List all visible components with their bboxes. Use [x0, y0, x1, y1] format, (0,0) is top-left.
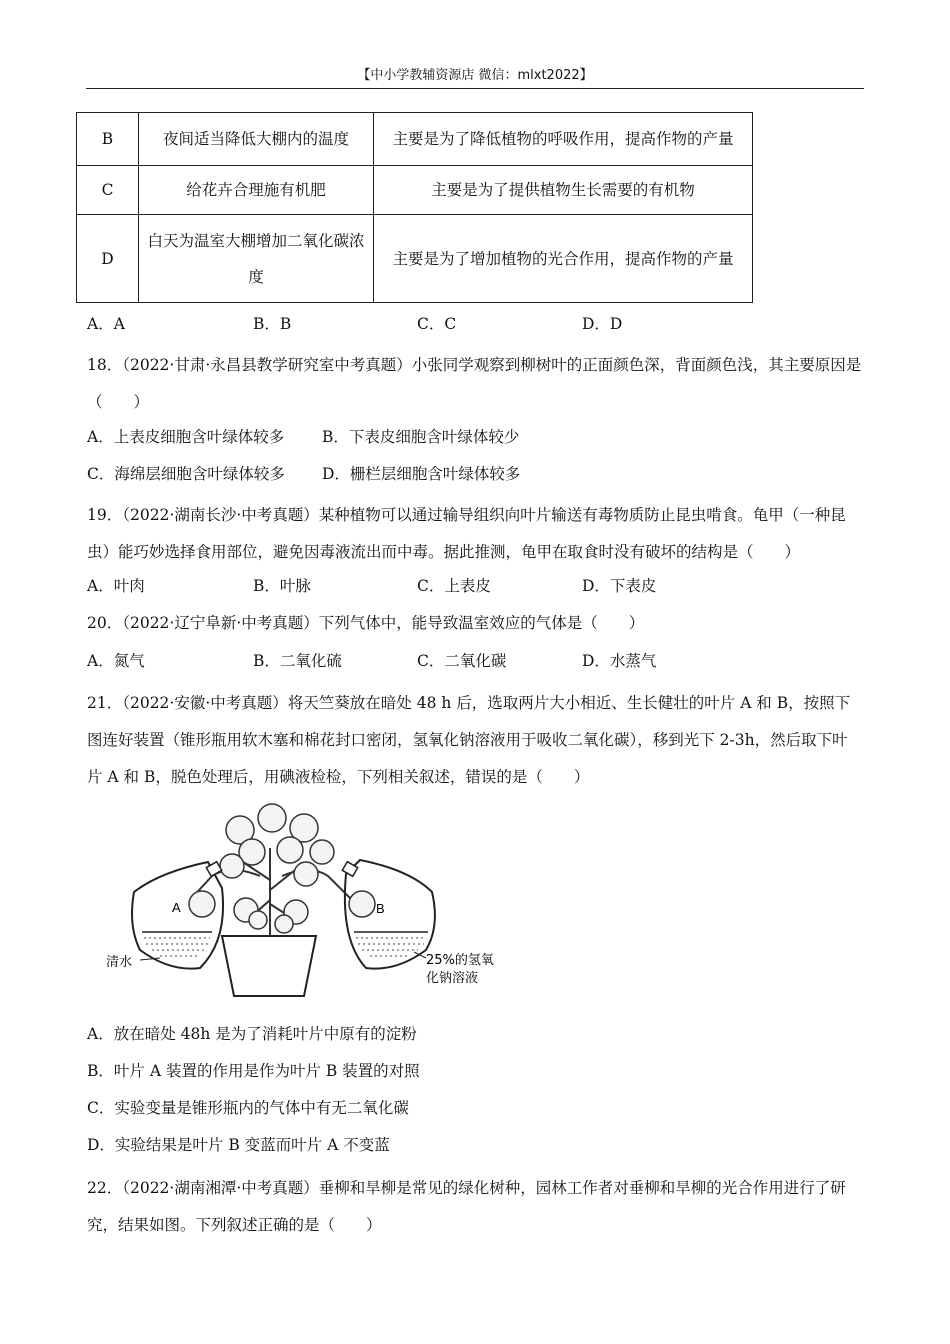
q20-choice-a: A．氮气 — [87, 652, 145, 670]
experiment-figure — [100, 800, 520, 1000]
purpose-cell: 主要是为了降低植物的呼吸作用，提高作物的产量 — [374, 113, 753, 166]
measure-cell: 白天为温室大棚增加二氧化碳浓度 — [139, 215, 374, 303]
option-cell: D — [77, 215, 139, 303]
label-water: 清水 — [106, 955, 133, 970]
label-a: A — [172, 900, 181, 915]
option-cell: B — [77, 113, 139, 166]
q19-choice-b: B．叶脉 — [253, 577, 311, 595]
q17-choice-a: A．A — [87, 315, 125, 333]
q19-choice-d: D．下表皮 — [582, 577, 657, 595]
option-cell: C — [77, 166, 139, 215]
plant-leaves — [220, 804, 334, 933]
measure-cell: 给花卉合理施有机肥 — [139, 166, 374, 215]
table-row — [77, 166, 753, 215]
header-rule — [86, 88, 864, 89]
q18-choice-a: A．上表皮细胞含叶绿体较多 — [87, 428, 285, 446]
q17-choice-c: C．C — [417, 315, 457, 333]
q22-stem: 22．（2022·湖南湘潭·中考真题）垂柳和旱柳是常见的绿化树种，园林工作者对垂柳和旱柳的光合作用进行了研究，结果如图。下列叙述正确的是（ ） — [87, 1179, 846, 1234]
leaf-b — [349, 891, 375, 917]
q20-stem: 20．（2022·辽宁阜新·中考真题）下列气体中，能导致温室效应的气体是（ ） — [87, 614, 645, 632]
label-b: B — [376, 901, 385, 916]
purpose-cell: 主要是为了增加植物的光合作用，提高作物的产量 — [374, 215, 753, 303]
page-header: 【中小学教辅资源店 微信：mlxt2022】 — [357, 68, 593, 83]
purpose-cell: 主要是为了提供植物生长需要的有机物 — [374, 166, 753, 215]
flower-pot — [222, 936, 316, 996]
table-row — [77, 215, 753, 303]
leaf-a — [189, 891, 215, 917]
label-naoh-1: 25%的氢氧 — [426, 953, 494, 968]
q20-choice-c: C．二氧化碳 — [417, 652, 507, 670]
label-naoh-2: 化钠溶液 — [426, 971, 479, 986]
q18-choice-c: C．海绵层细胞含叶绿体较多 — [87, 465, 285, 483]
q17-choice-b: B．B — [253, 315, 292, 333]
q20-choice-d: D．水蒸气 — [582, 652, 657, 670]
q18-choice-d: D．栅栏层细胞含叶绿体较多 — [322, 465, 521, 483]
q21-choice-b: B．叶片 A 装置的作用是作为叶片 B 装置的对照 — [87, 1062, 420, 1080]
q19-choice-a: A．叶肉 — [87, 577, 145, 595]
q17-choice-d: D．D — [582, 315, 623, 333]
q21-choice-d: D．实验结果是叶片 B 变蓝而叶片 A 不变蓝 — [87, 1136, 390, 1154]
q21-stem: 21．（2022·安徽·中考真题）将天竺葵放在暗处 48 h 后，选取两片大小相近、生长健壮的叶片 A 和 B，按照下图连好装置（锥形瓶用软木塞和棉花封口密闭，氢氧化钠溶液用于吸收二氧化碳），移到光下 2-3h，然后取下叶片 A 和 B，脱色处理后，用碘液检检，下列相关叙述，错误的是（ ） — [87, 694, 851, 786]
q20-choice-b: B．二氧化硫 — [253, 652, 342, 670]
q19-stem: 19．（2022·湖南长沙·中考真题）某种植物可以通过输导组织向叶片输送有毒物质防止昆虫啃食。龟甲（一种昆虫）能巧妙选择食用部位，避免因毒液流出而中毒。据此推测，龟甲在取食时没有破坏的结构是（ ） — [87, 506, 846, 561]
q18-stem: 18．（2022·甘肃·永昌县教学研究室中考真题）小张同学观察到柳树叶的正面颜色深，背面颜色浅，其主要原因是（ ） — [87, 356, 862, 411]
options-table — [76, 112, 753, 303]
q18-choice-b: B．下表皮细胞含叶绿体较少 — [322, 428, 520, 446]
q21-choice-c: C．实验变量是锥形瓶内的气体中有无二氧化碳 — [87, 1099, 409, 1117]
q21-choice-a: A．放在暗处 48h 是为了消耗叶片中原有的淀粉 — [87, 1025, 417, 1043]
measure-cell: 夜间适当降低大棚内的温度 — [139, 113, 374, 166]
q19-choice-c: C．上表皮 — [417, 577, 491, 595]
table-row — [77, 113, 753, 166]
